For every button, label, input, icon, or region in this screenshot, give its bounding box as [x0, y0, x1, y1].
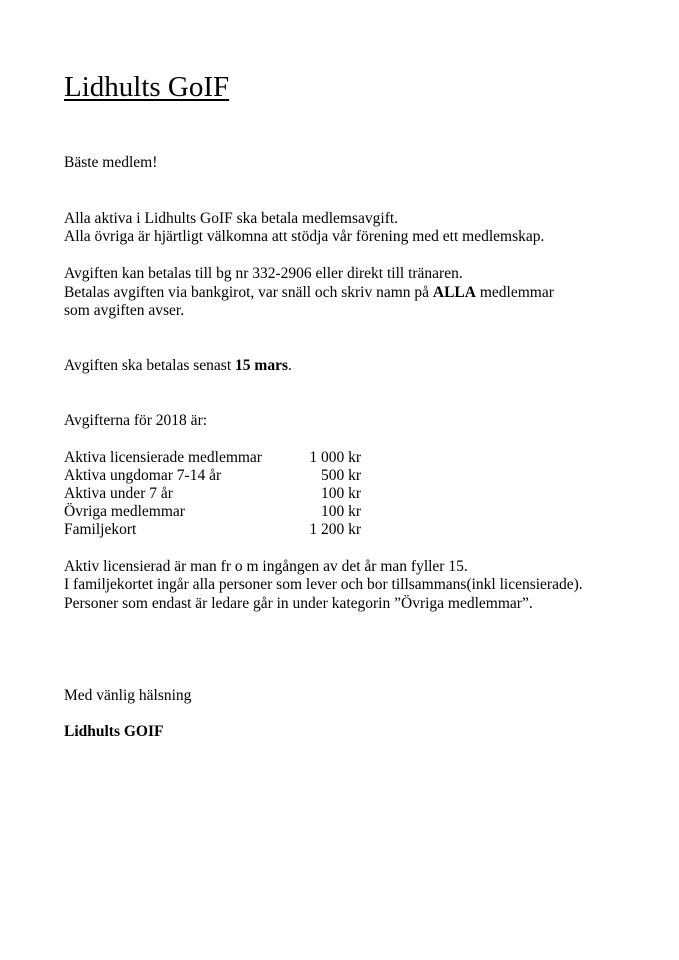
fee-amount: 1 200 kr — [309, 521, 361, 538]
document-title: Lidhults GoIF — [64, 71, 230, 103]
payment-line-2-suffix: medlemmar — [475, 284, 554, 301]
closing: Med vänlig hälsning — [64, 687, 192, 704]
note-line-3: Personer som endast är ledare går in under kategorin ”Övriga medlemmar”. — [64, 595, 533, 612]
fee-category: Övriga medlemmar — [64, 503, 185, 520]
signature: Lidhults GOIF — [64, 723, 164, 740]
note-line-2: I familjekortet ingår alla personer som lever och bor tillsammans(inkl licensierade). — [64, 576, 583, 593]
fee-amount: 1 000 kr — [309, 449, 361, 466]
deadline-line — [64, 356, 292, 375]
payment-line-2-emphasis: ALLA — [432, 284, 476, 301]
payment-line-3: som avgiften avser. — [64, 302, 185, 319]
fee-category: Familjekort — [64, 521, 137, 538]
intro-line-1: Alla aktiva i Lidhults GoIF ska betala medlemsavgift. — [64, 210, 399, 227]
fee-amount: 100 kr — [320, 503, 361, 520]
payment-line-2 — [64, 283, 554, 302]
note-line-1: Aktiv licensierad är man fr o m ingången av det år man fyller 15. — [64, 558, 468, 575]
payment-line-2-prefix: Betalas avgiften via bankgirot, var snäll och skriv namn på — [64, 284, 433, 301]
deadline-prefix: Avgiften ska betalas senast — [64, 357, 236, 374]
intro-line-2: Alla övriga är hjärtligt välkomna att stödja vår förening med ett medlemskap. — [64, 228, 545, 245]
deadline-suffix: . — [287, 357, 292, 374]
fee-category: Aktiva under 7 år — [64, 485, 173, 502]
fees-heading: Avgifterna för 2018 är: — [64, 412, 208, 429]
deadline-date: 15 mars — [235, 357, 288, 374]
fee-category: Aktiva ungdomar 7-14 år — [64, 467, 222, 484]
payment-line-1: Avgiften kan betalas till bg nr 332-2906 eller direkt till tränaren. — [64, 265, 463, 282]
fee-amount: 100 kr — [320, 485, 361, 502]
fee-category: Aktiva licensierade medlemmar — [64, 449, 262, 466]
fee-amount: 500 kr — [320, 467, 361, 484]
greeting: Bäste medlem! — [64, 154, 158, 171]
